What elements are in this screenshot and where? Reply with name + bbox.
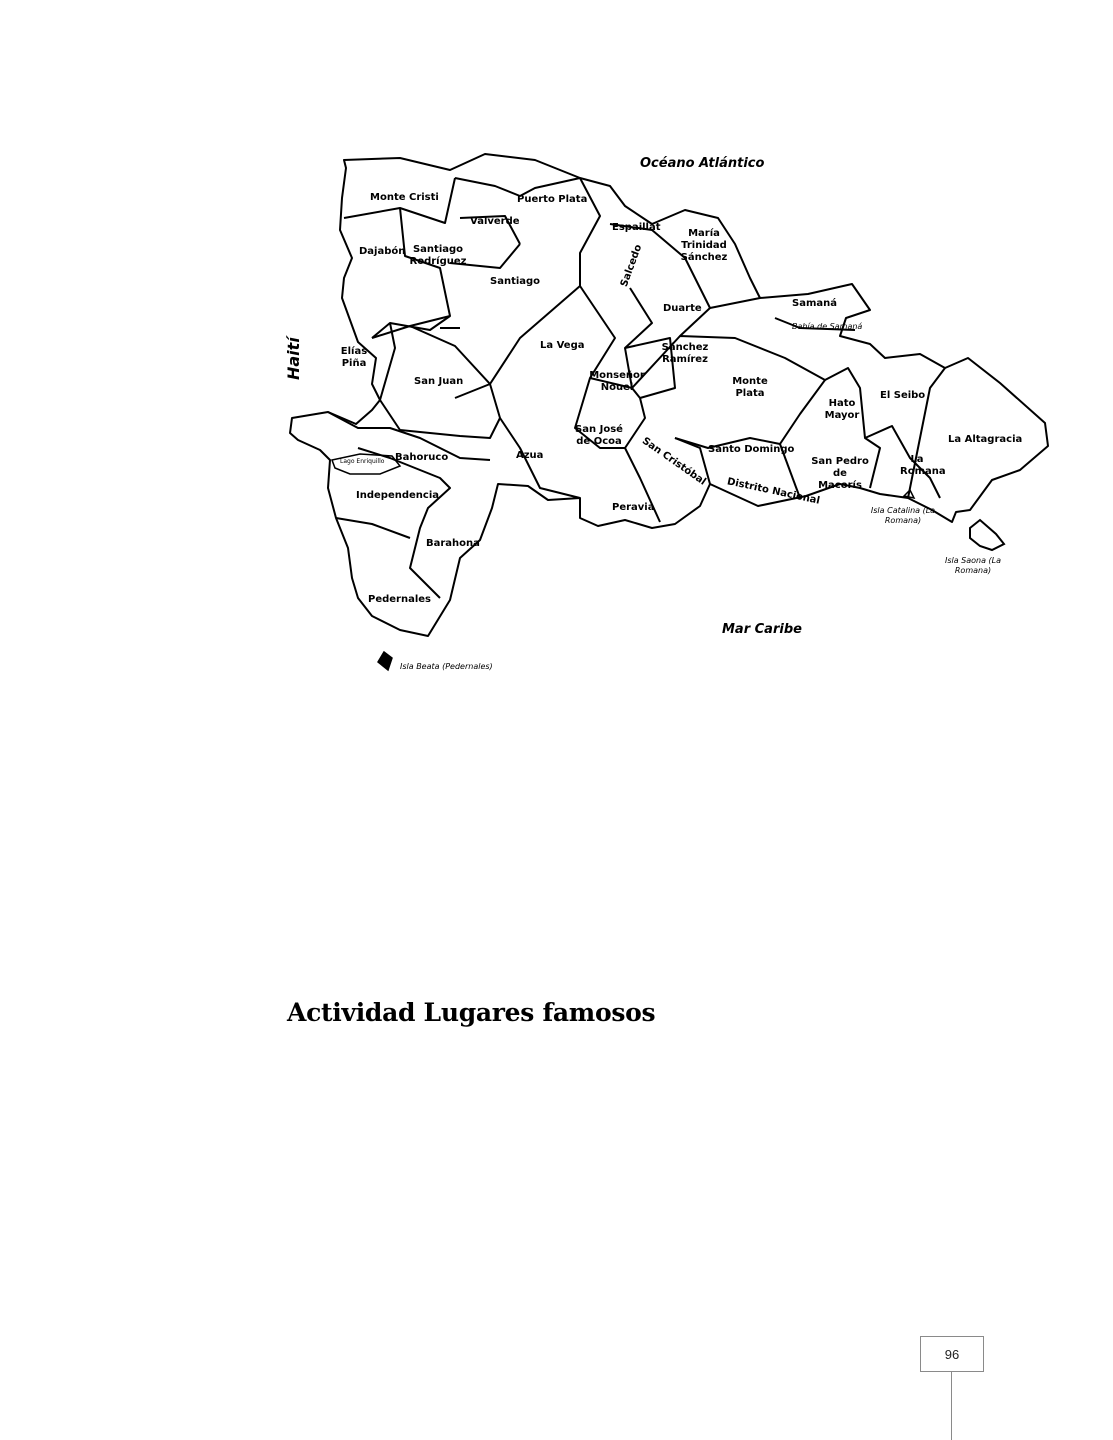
province-santo-domingo: Santo Domingo: [708, 444, 795, 455]
label-lago-enriquillo: Lago Enriquillo: [340, 458, 385, 465]
label-oceano-atlantico: Océano Atlántico: [640, 156, 765, 171]
province-monsenor-nouel: Monseñor Nouel: [589, 370, 645, 393]
province-espaillat: Espaillat: [612, 222, 661, 233]
province-duarte: Duarte: [663, 303, 702, 314]
isla-saona: [970, 520, 1004, 550]
province-la-altagracia: La Altagracia: [948, 434, 1023, 445]
province-elias-pina: Elías Piña: [340, 346, 368, 369]
province-peravia: Peravia: [612, 502, 655, 513]
page-number-box: [920, 1336, 984, 1372]
page-number-connector-line: [951, 1372, 952, 1440]
province-pedernales: Pedernales: [368, 594, 432, 605]
province-la-vega: La Vega: [540, 340, 585, 351]
province-el-seibo: El Seibo: [880, 390, 926, 401]
province-dajabon: Dajabón: [359, 246, 406, 257]
province-azua: Azua: [516, 450, 544, 461]
province-monte-plata: Monte Plata: [732, 376, 768, 399]
label-bahia-samana: Bahía de Samaná: [792, 322, 863, 331]
province-san-pedro-de-macoris: San Pedro de Macorís: [811, 456, 869, 491]
label-mar-caribe: Mar Caribe: [722, 622, 802, 637]
province-monte-cristi: Monte Cristi: [370, 192, 439, 203]
province-puerto-plata: Puerto Plata: [517, 194, 588, 205]
province-san-juan: San Juan: [414, 376, 464, 387]
province-independencia: Independencia: [356, 490, 440, 501]
province-santiago-rodriguez: Santiago Rodríguez: [409, 244, 467, 267]
country-border: [284, 154, 1048, 636]
province-hato-mayor: Hato Mayor: [824, 398, 860, 421]
label-isla-beata: Isla Beata (Pedernales): [400, 662, 493, 671]
province-san-jose-de-ocoa: San José de Ocoa: [575, 424, 623, 447]
page-number: 96: [944, 1347, 960, 1362]
dominican-republic-map: [280, 148, 1060, 678]
activity-heading: Actividad Lugares famosos: [287, 998, 656, 1027]
province-maria-trinidad-sanchez: María Trinidad Sánchez: [680, 228, 728, 263]
province-salcedo: Salcedo: [618, 243, 645, 289]
province-santiago: Santiago: [490, 276, 541, 287]
label-isla-saona: Isla Saona (La Romana): [944, 556, 1002, 575]
province-valverde: Valverde: [470, 216, 520, 227]
province-samana: Samaná: [792, 298, 837, 309]
province-la-romana: La Romana: [900, 454, 946, 477]
province-bahoruco: Bahoruco: [395, 452, 449, 463]
province-sanchez-ramirez: Sánchez Ramírez: [661, 342, 709, 365]
province-san-cristobal: San Cristóbal: [639, 435, 708, 488]
province-barahona: Barahona: [426, 538, 480, 549]
isla-beata: [378, 652, 392, 670]
label-isla-catalina: Isla Catalina (La Romana): [870, 506, 936, 525]
label-haiti: Haití: [284, 337, 303, 380]
province-distrito-nacional: Distrito Nacional: [725, 476, 821, 507]
